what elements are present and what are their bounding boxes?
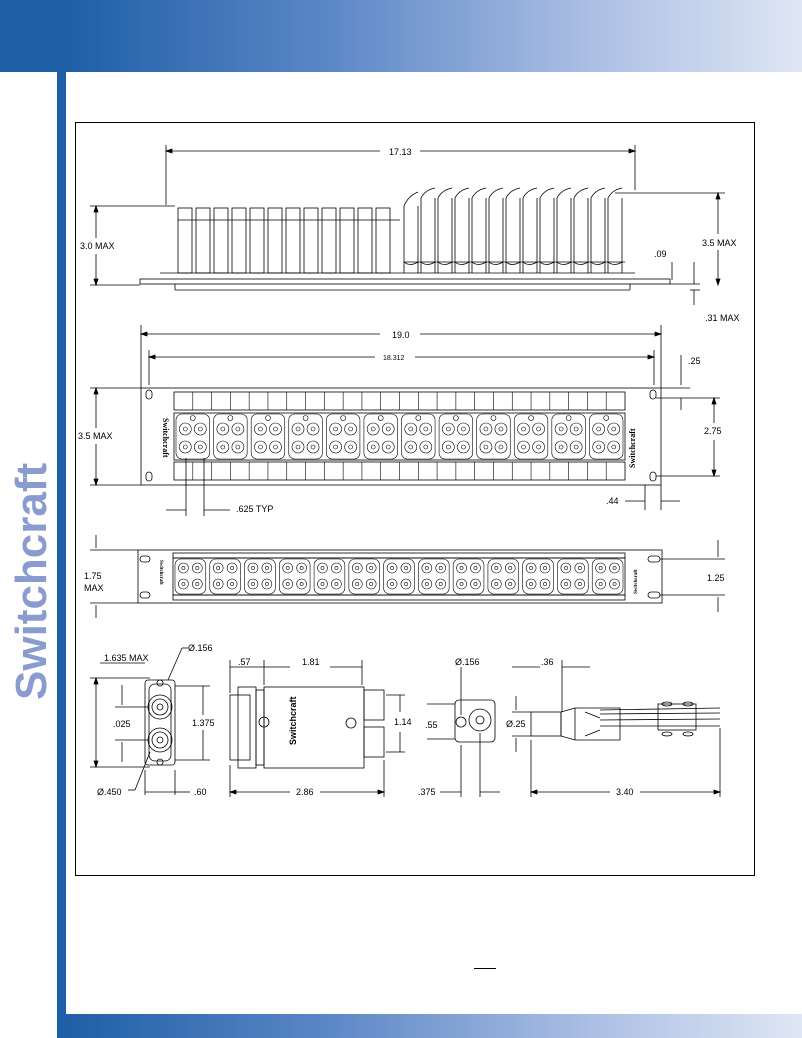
jack-socket-center: [311, 445, 315, 449]
jack-socket-center: [217, 582, 220, 585]
jack-socket: [179, 423, 191, 435]
jack-socket-center: [484, 427, 488, 431]
jack-socket-center: [425, 582, 428, 585]
jack-socket: [436, 563, 446, 573]
jack-screw: [265, 416, 270, 421]
jack-pair-housing: [210, 559, 241, 594]
jack-socket-center: [446, 427, 450, 431]
jack-socket: [248, 563, 258, 573]
jack-pair-housing: [418, 559, 449, 594]
jack-socket-center: [251, 566, 254, 569]
jack-socket-center: [613, 582, 616, 585]
jack-socket-center: [335, 582, 338, 585]
dim-57: .57: [238, 657, 251, 667]
dim-rear-hole: Ø.156: [455, 657, 480, 667]
jack-screw: [529, 416, 534, 421]
jack-socket: [596, 579, 606, 589]
jack-socket-center: [183, 445, 187, 449]
jack-socket: [405, 423, 417, 435]
jack-socket: [269, 423, 281, 435]
jack-socket-center: [495, 566, 498, 569]
jack-socket: [292, 423, 304, 435]
jack-socket-center: [404, 582, 407, 585]
jack-socket-center: [370, 582, 373, 585]
jack-socket-center: [311, 427, 315, 431]
jack-socket-center: [386, 427, 390, 431]
jack-socket: [366, 563, 376, 573]
jack-socket: [217, 441, 229, 453]
jack-socket-center: [236, 427, 240, 431]
jack-socket: [540, 579, 550, 589]
jack-socket: [526, 563, 536, 573]
dim-3-5-max-front: 3.5 MAX: [78, 431, 113, 441]
dim-18-312: 18.312: [383, 355, 405, 362]
jack-socket-center: [461, 445, 465, 449]
jack-socket-center: [300, 566, 303, 569]
jack-socket-center: [522, 445, 526, 449]
jack-socket-center: [559, 427, 563, 431]
jack-socket: [382, 441, 394, 453]
jack-socket: [405, 441, 417, 453]
front-2ru-jacks: [176, 414, 623, 459]
jack-socket-center: [509, 566, 512, 569]
front-1ru-jacks: [175, 559, 623, 594]
jack-pair-housing: [592, 559, 623, 594]
jack-screw: [453, 416, 458, 421]
jack-socket: [227, 579, 237, 589]
jack-socket-center: [559, 445, 563, 449]
jack-socket: [457, 441, 469, 453]
dim-1-375: 1.375: [192, 718, 215, 728]
jack-socket-center: [509, 582, 512, 585]
jack-socket: [318, 563, 328, 573]
jack-socket: [491, 563, 501, 573]
front-panel-2ru: [141, 325, 661, 485]
jack-socket: [457, 423, 469, 435]
jack-socket-center: [461, 427, 465, 431]
jack-socket-center: [321, 582, 324, 585]
jack-socket-center: [474, 566, 477, 569]
jack-socket-center: [286, 566, 289, 569]
jack-socket-center: [370, 566, 373, 569]
dim-375: .375: [418, 787, 436, 797]
jack-socket: [570, 441, 582, 453]
jack-socket-center: [349, 445, 353, 449]
jack-socket-center: [499, 427, 503, 431]
jack-socket: [561, 563, 571, 573]
jack-socket: [518, 441, 530, 453]
dim-jack-diameter: Ø.450: [97, 787, 122, 797]
jack-socket: [387, 579, 397, 589]
front-2ru-logo-right: Switchcraft: [628, 428, 637, 468]
jack-socket: [610, 563, 620, 573]
jack-socket-center: [424, 445, 428, 449]
jack-socket-center: [439, 582, 442, 585]
jack-socket-center: [499, 445, 503, 449]
jack-socket: [457, 563, 467, 573]
jack-socket-center: [265, 566, 268, 569]
jack-pair-housing: [314, 559, 345, 594]
jack-socket-center: [217, 566, 220, 569]
jack-pair-housing: [245, 559, 276, 594]
jack-socket-center: [321, 566, 324, 569]
jack-socket-center: [597, 445, 601, 449]
jack-socket-center: [371, 445, 375, 449]
jack-socket-center: [612, 445, 616, 449]
jack-pair-housing: [453, 559, 484, 594]
jack-socket-center: [543, 582, 546, 585]
jack-socket: [491, 579, 501, 589]
rear-jack-bodies-terminal: [404, 188, 625, 273]
jack-socket: [575, 579, 585, 589]
jack-socket: [352, 579, 362, 589]
jack-socket: [470, 563, 480, 573]
jack-socket-center: [231, 566, 234, 569]
jack-socket: [593, 441, 605, 453]
jack-socket-center: [251, 582, 254, 585]
jack-screw: [566, 416, 571, 421]
jack-pair-housing: [175, 559, 206, 594]
jack-socket: [366, 579, 376, 589]
jack-socket-center: [182, 566, 185, 569]
dim-25: .25: [688, 356, 701, 366]
jack-socket-center: [286, 582, 289, 585]
jack-socket-center: [198, 427, 202, 431]
jack-socket: [533, 441, 545, 453]
jack-socket-center: [334, 445, 338, 449]
jack-socket: [232, 423, 244, 435]
jack-socket-center: [578, 566, 581, 569]
jack-socket-center: [424, 427, 428, 431]
jack-socket: [331, 579, 341, 589]
jack-socket-center: [597, 427, 601, 431]
jack-socket-center: [537, 445, 541, 449]
jack-socket: [248, 579, 258, 589]
jack-socket: [192, 563, 202, 573]
jack-socket: [505, 579, 515, 589]
jack-socket: [457, 579, 467, 589]
jack-socket: [367, 441, 379, 453]
jack-socket: [213, 563, 223, 573]
dim-1-25: 1.25: [707, 573, 725, 583]
jack-socket-center: [182, 582, 185, 585]
jack-socket-center: [386, 445, 390, 449]
jack-socket-center: [390, 566, 393, 569]
jack-socket: [307, 441, 319, 453]
plug-side-detail: [512, 660, 720, 797]
jack-socket: [526, 579, 536, 589]
jack-pair-housing: [523, 559, 554, 594]
jack-socket-center: [460, 582, 463, 585]
jack-socket: [540, 563, 550, 573]
jack-socket: [330, 423, 342, 435]
jack-socket: [178, 563, 188, 573]
front-2ru-strip-cells: [193, 392, 606, 480]
jack-socket-center: [612, 427, 616, 431]
jack-socket-center: [564, 582, 567, 585]
jack-socket-center: [460, 566, 463, 569]
jack-socket-center: [296, 445, 300, 449]
jack-socket-center: [574, 445, 578, 449]
jack-socket: [227, 563, 237, 573]
jack-socket: [533, 423, 545, 435]
jack-socket: [442, 423, 454, 435]
rear-jack-bodies-plain: [178, 208, 400, 273]
jack-socket: [561, 579, 571, 589]
dim-44: .44: [606, 496, 619, 506]
front-1ru-logo-left: Switchcraft: [158, 560, 163, 585]
jack-socket: [382, 423, 394, 435]
jack-socket-center: [258, 427, 262, 431]
jack-socket: [570, 423, 582, 435]
jack-socket-center: [599, 582, 602, 585]
jack-socket: [401, 579, 411, 589]
jack-socket-center: [613, 566, 616, 569]
jack-socket-center: [530, 566, 533, 569]
dim-3-5-max-rear: 3.5 MAX: [702, 238, 737, 248]
rear-top-view: [90, 145, 725, 305]
dim-17-13: 17.13: [389, 147, 412, 157]
jack-socket: [593, 423, 605, 435]
jack-socket: [292, 441, 304, 453]
dim-3-40: 3.40: [616, 787, 634, 797]
jack-socket-center: [543, 566, 546, 569]
jack-socket: [422, 563, 432, 573]
jack-socket: [495, 423, 507, 435]
dim-jack-hole: Ø.156: [188, 643, 213, 653]
jack-socket-center: [446, 445, 450, 449]
jack-socket-center: [273, 445, 277, 449]
jack-socket-center: [265, 582, 268, 585]
jack-socket: [254, 423, 266, 435]
dim-36: .36: [541, 657, 554, 667]
jack-socket: [436, 579, 446, 589]
jack-socket: [442, 441, 454, 453]
jack-socket-center: [273, 427, 277, 431]
dim-025: .025: [113, 719, 131, 729]
dim-1-14: 1.14: [394, 717, 412, 727]
brand-vertical-text: Switchcraft: [7, 462, 56, 700]
jack-socket-center: [221, 445, 225, 449]
front-panel-2ru-dims: [90, 355, 720, 516]
jack-socket-center: [334, 427, 338, 431]
jack-socket: [518, 423, 530, 435]
jack-socket-center: [196, 566, 199, 569]
dim-09: .09: [654, 249, 667, 259]
jack-pair-housing: [279, 559, 310, 594]
jack-side-label: [288, 696, 298, 745]
jack-socket: [420, 441, 432, 453]
dim-plug-diameter: Ø.25: [506, 719, 526, 729]
jack-socket: [283, 563, 293, 573]
jack-socket-center: [296, 427, 300, 431]
dim-1-75: 1.75: [84, 571, 102, 581]
front-panel-1ru: [90, 535, 725, 618]
jack-socket: [480, 423, 492, 435]
jack-socket-center: [221, 427, 225, 431]
jack-socket: [555, 441, 567, 453]
jack-socket-center: [425, 566, 428, 569]
jack-socket: [178, 579, 188, 589]
jack-socket-center: [439, 566, 442, 569]
dim-19-0: 19.0: [392, 330, 410, 340]
jack-socket: [318, 579, 328, 589]
jack-socket: [608, 441, 620, 453]
jack-socket-center: [409, 427, 413, 431]
dim-31-max: .31 MAX: [705, 313, 740, 323]
jack-socket: [480, 441, 492, 453]
jack-socket-center: [409, 445, 413, 449]
jack-socket: [352, 563, 362, 573]
footer-underline-mark: [474, 968, 496, 969]
dim-1-81: 1.81: [302, 657, 320, 667]
jack-rear-detail: [427, 667, 500, 797]
jack-socket: [387, 563, 397, 573]
jack-socket-center: [356, 582, 359, 585]
jack-socket: [345, 423, 357, 435]
jack-socket-center: [404, 566, 407, 569]
jack-socket: [555, 423, 567, 435]
jack-socket-center: [495, 582, 498, 585]
jack-socket: [213, 579, 223, 589]
jack-screw: [228, 416, 233, 421]
dim-2-86: 2.86: [296, 787, 314, 797]
jack-screw: [378, 416, 383, 421]
jack-socket: [297, 579, 307, 589]
jack-screw: [604, 416, 609, 421]
jack-socket-center: [300, 582, 303, 585]
jack-socket: [330, 441, 342, 453]
jack-socket: [217, 423, 229, 435]
jack-socket: [283, 579, 293, 589]
jack-pair-housing: [557, 559, 588, 594]
jack-socket-center: [183, 427, 187, 431]
jack-socket-center: [231, 582, 234, 585]
dim-2-75: 2.75: [704, 426, 722, 436]
jack-socket: [401, 563, 411, 573]
jack-socket-center: [335, 566, 338, 569]
jack-socket: [179, 441, 191, 453]
jack-socket: [192, 579, 202, 589]
front-1ru-logo-right: Switchcraft: [634, 569, 639, 594]
jack-socket: [610, 579, 620, 589]
jack-socket: [495, 441, 507, 453]
jack-socket: [262, 579, 272, 589]
jack-socket: [470, 579, 480, 589]
jack-socket: [331, 563, 341, 573]
dim-625-typ: .625 TYP: [236, 504, 274, 514]
jack-socket-center: [530, 582, 533, 585]
jack-socket: [422, 579, 432, 589]
jack-socket-center: [349, 427, 353, 431]
jack-socket-center: [564, 566, 567, 569]
jack-socket: [575, 563, 585, 573]
jack-socket-center: [578, 582, 581, 585]
front-2ru-logo-left: Switchcraft: [161, 418, 170, 458]
jack-socket: [367, 423, 379, 435]
jack-socket-center: [599, 566, 602, 569]
jack-socket: [262, 563, 272, 573]
dim-1-635-max: 1.635 MAX: [104, 653, 149, 663]
jack-socket-center: [236, 445, 240, 449]
jack-screw: [303, 416, 308, 421]
jack-socket: [596, 563, 606, 573]
jack-socket-center: [258, 445, 262, 449]
jack-screw: [341, 416, 346, 421]
jack-screw: [416, 416, 421, 421]
jack-side-detail: [230, 660, 405, 797]
jack-socket: [608, 423, 620, 435]
jack-socket-center: [390, 582, 393, 585]
jack-socket: [232, 441, 244, 453]
jack-socket: [307, 423, 319, 435]
jack-socket-center: [198, 445, 202, 449]
jack-screw: [491, 416, 496, 421]
jack-socket-center: [537, 427, 541, 431]
jack-socket-center: [484, 445, 488, 449]
jack-socket-center: [522, 427, 526, 431]
jack-pair-housing: [349, 559, 380, 594]
jack-socket-center: [574, 427, 578, 431]
jack-socket-center: [356, 566, 359, 569]
jack-socket-center: [371, 427, 375, 431]
jack-pair-housing: [384, 559, 415, 594]
jack-pair-housing: [488, 559, 519, 594]
dim-1-75-max: MAX: [84, 583, 104, 593]
jack-socket: [297, 563, 307, 573]
dim-55: .55: [425, 720, 438, 730]
jack-socket: [194, 423, 206, 435]
jack-socket: [420, 423, 432, 435]
jack-socket-center: [196, 582, 199, 585]
jack-socket: [254, 441, 266, 453]
jack-socket: [345, 441, 357, 453]
dim-60: .60: [194, 787, 207, 797]
jack-socket: [269, 441, 281, 453]
jack-screw: [190, 416, 195, 421]
jack-socket-center: [474, 582, 477, 585]
dim-3-0-max: 3.0 MAX: [80, 241, 115, 251]
jack-socket: [194, 441, 206, 453]
jack-side-logo: Switchcraft: [288, 696, 298, 745]
jack-socket: [505, 563, 515, 573]
